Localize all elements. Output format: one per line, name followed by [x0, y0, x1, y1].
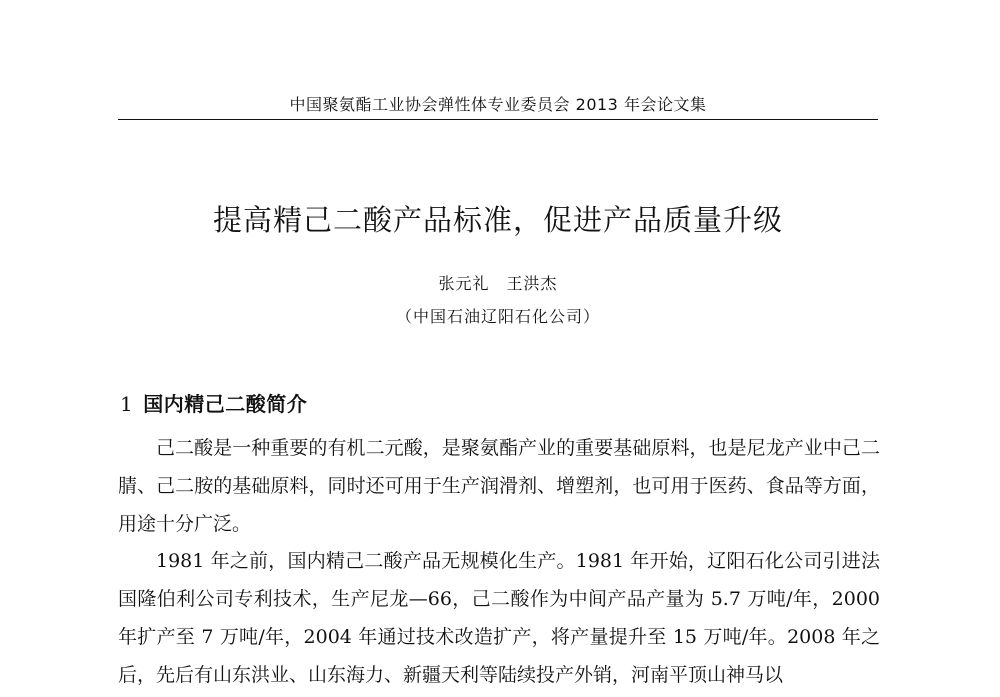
- article-title: 提高精己二酸产品标准，促进产品质量升级: [212, 203, 783, 237]
- paragraph: 1981 年之前，国内精己二酸产品无规模化生产。1981 年开始，辽阳石化公司引进法国隆伯利公司专利技术，生产尼龙—66，己二酸作为中间产品产量为 5.7 万吨/年，2000 年扩产至 7 万吨/年，2004 年通过技术改造扩产，将产量提升至 15 万吨/年。2008 年之后，先后有山东洪业、山东海力、新疆天利等陆续投产外销，河南平顶山神马以: [118, 550, 880, 686]
- body-text: [118, 430, 880, 695]
- section-heading: [120, 390, 307, 418]
- section-title: 国内精己二酸简介: [143, 392, 308, 416]
- header-rule: [118, 119, 878, 120]
- authors: 张元礼 王洪杰: [438, 274, 558, 293]
- running-header: 中国聚氨酯工业协会弹性体专业委员会 2013 年会论文集: [289, 95, 707, 114]
- section-number: 1: [120, 392, 134, 416]
- paragraph: 己二酸是一种重要的有机二元酸，是聚氨酯产业的重要基础原料，也是尼龙产业中己二腈、己二胺的基础原料，同时还可用于生产润滑剂、增塑剂，也可用于医药、食品等方面，用途十分广泛。: [118, 437, 880, 535]
- affiliation: （中国石油辽阳石化公司）: [395, 307, 600, 326]
